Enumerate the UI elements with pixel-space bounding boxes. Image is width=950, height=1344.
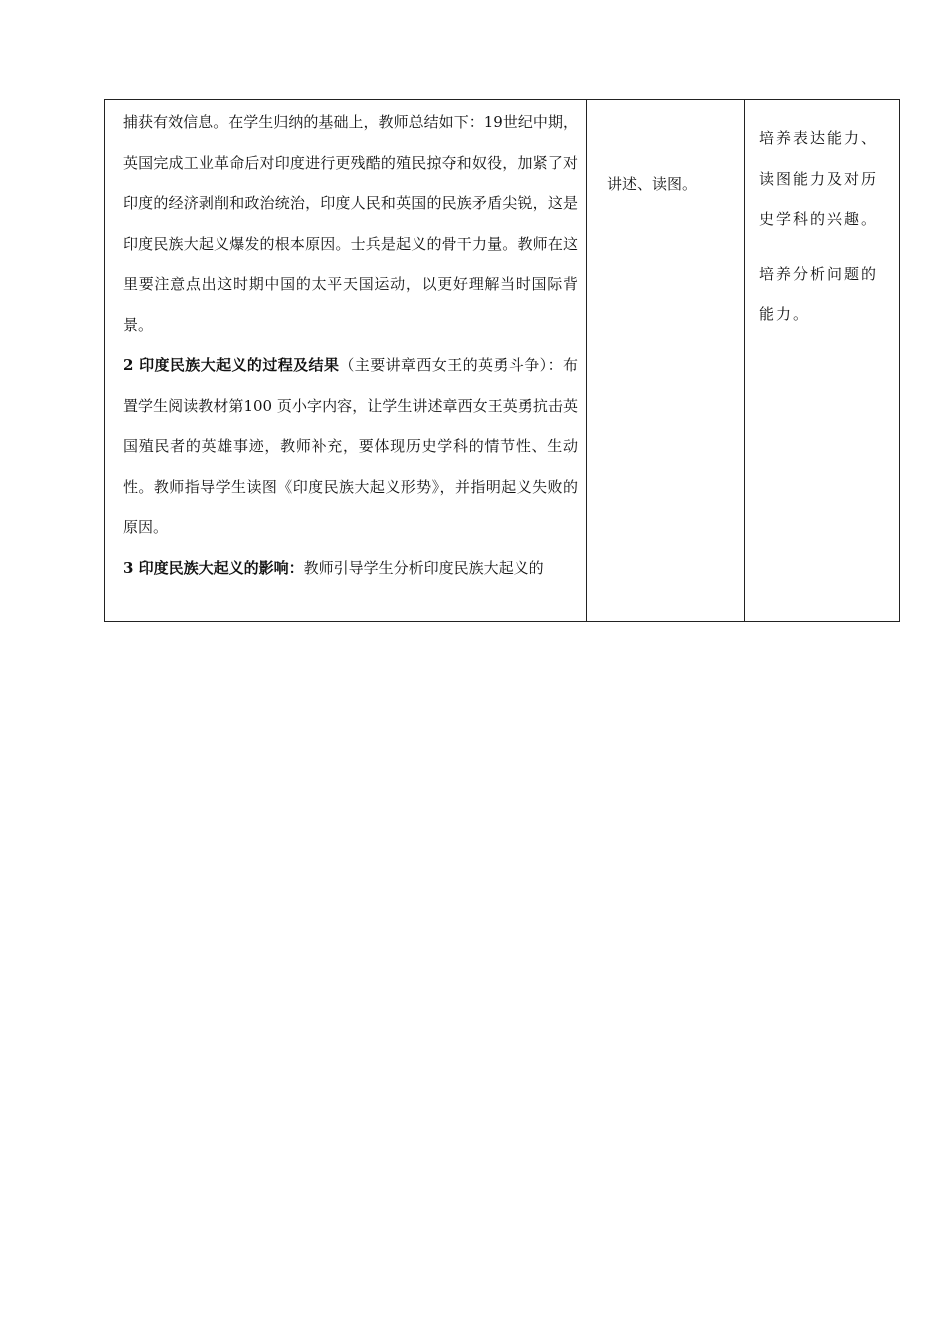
teaching-goal-cell [745, 100, 900, 622]
content-paragraph-causes: 捕获有效信息。在学生归纳的基础上，教师总结如下：19世纪中期，英国完成工业革命后对印度进行更残酷的殖民掠夺和奴役，加紧了对印度的经济剥削和政治统治，印度人民和英国的民族矛盾尖锐，这是印度民族大起义爆发的根本原因。士兵是起义的骨干力量。教师在这里要注意点出这时期中国的太平天国运动，以更好理解当时国际背景。 [123, 113, 578, 334]
table-row [105, 100, 900, 622]
goal-expression-reading: 培养表达能力、读图能力及对历史学科的兴趣。 [759, 129, 879, 228]
goal-spacer [759, 240, 891, 254]
teaching-content-cell [105, 100, 587, 622]
section-heading-process: 2 印度民族大起义的过程及结果 [123, 356, 340, 374]
section-body-process: （主要讲章西女王的英勇斗争）：布置学生阅读教材第100 页小字内容，让学生讲述章西女王英勇抗击英国殖民者的英雄事迹，教师补充，要体现历史学科的情节性、生动性。教师指导学生读图《印度民族大起义形势》，并指明起义失败的原因。 [123, 356, 578, 536]
content-paragraph-impact [123, 548, 578, 589]
section-body-impact: 教师引导学生分析印度民族大起义的 [303, 558, 544, 577]
goal-analysis: 培养分析问题的能力。 [759, 264, 879, 323]
content-paragraph-process [123, 345, 578, 548]
section-heading-impact: 3 印度民族大起义的影响： [123, 558, 304, 577]
lesson-plan-table [104, 99, 900, 622]
teaching-method-cell [587, 100, 745, 622]
teaching-method-text: 讲述、读图。 [607, 175, 698, 193]
